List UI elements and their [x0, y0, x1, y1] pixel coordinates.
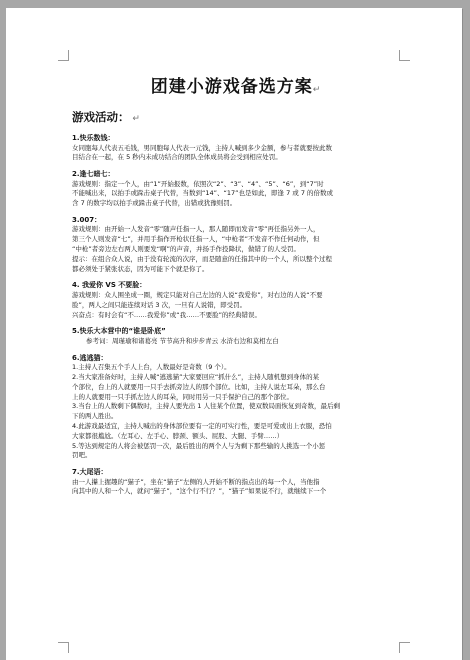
body-line: 游戏规则：众人围坐成一圈，规定只能对自己左边的人说“我爱你”，对右边的人说“不要: [72, 290, 323, 299]
body-line: 个部位，台上的人就要用一只手去抓旁边人的那个部位。比如，主持人说左耳朵，那么台: [72, 382, 326, 391]
sections-container: [72, 134, 400, 504]
body-line: 含 7 的数字均以拍手或跺击桌子代替，出错或犹豫则罚。: [72, 199, 237, 208]
body-line: 由一人攥上握趣的“猫子”，坐在“猫子”左侧的人开始不断的指点出的每一个人，当他指: [72, 477, 320, 486]
game-section: [72, 281, 400, 327]
paragraph-gap: [72, 209, 400, 216]
body-line: 不能喊出来，以拍手或跺击桌子代替，当数到“14”、“17”也是如此，即逢 7 或 7 的倍数或: [72, 189, 334, 198]
game-title: 7.大尾语：: [72, 468, 108, 477]
game-section: [72, 216, 400, 281]
body-line: “中枪”者旁边左右两人则要发“啊”的声音，并扬手作投降状，做错了的人受罚。: [72, 245, 300, 254]
game-section: [72, 170, 400, 216]
body-line: 目结合在一起，在 5 秒内未成功结合的团队全体成员将会受到相应处罚。: [72, 153, 282, 162]
document-page: [6, 8, 462, 660]
body-line: 兴奋点：有时会有“不……我爱你”或“我……不要脸”的经典错误。: [72, 310, 261, 319]
game-title: 5.快乐大本营中的“谁是卧底”: [72, 327, 166, 336]
body-line: 罚吧。: [72, 451, 92, 460]
body-line: 大家都很尴尬。（左耳心、左手心、脖颈、额头、屁股、大腿、手臂……）: [72, 431, 284, 440]
game-title: 3.007：: [72, 215, 102, 224]
game-title: 4. 我爱你 VS 不要脸：: [72, 281, 147, 290]
body-line: 下的两人胜出。: [72, 412, 118, 421]
section-heading: [72, 109, 400, 125]
document-title: [72, 72, 400, 97]
document-body[interactable]: [72, 72, 400, 504]
body-line: 第三个人则发音“七”，并用手指作开枪状任指一人，“中枪者”不发音不作任何动作，但: [72, 235, 320, 244]
body-line: 女同胞每人代表五毛钱，男同胞每人代表一元钱，主持人喊到多少金额，参与者就要按此数: [72, 143, 332, 152]
paragraph-mark-icon: ↵: [312, 85, 322, 95]
document-title-text: 团建小游戏备选方案: [150, 77, 313, 97]
body-line: 脸”，两人之间只能连续对话 3 次，一旦有人说错，即受罚。: [72, 300, 247, 309]
crop-mark-bottom-left: [58, 642, 69, 653]
body-line: 1.主持人召集五个手人上台，人数最好是奇数（9 个）。: [72, 363, 231, 372]
body-line: 4.此游戏最适宜，主持人喊出的身体部位要有一定的可实行性，要是可爱或出上衣服，恐怕: [72, 421, 332, 430]
paragraph-gap: [72, 163, 400, 170]
game-section: [72, 327, 400, 353]
body-line: 参考词：周瑾瑜和诸葛亮 节节高升和步步青云 水浒右边和莫相左白: [86, 336, 279, 345]
body-line: 提示：在组合众人说，由于没有轮流的次序，而是随意的任指其中的一个人，所以整个过程: [72, 254, 332, 263]
body-line: 都必须处于紧张状态，因为可能下个就是你了。: [72, 264, 209, 273]
paragraph-gap: [72, 461, 400, 468]
game-section: [72, 134, 400, 170]
body-line: 2.当大家准备好时，主持人喊“逃逃猫”大家要回应“抓什么”，主持人随机想到身体的某: [72, 372, 320, 381]
game-title: 1.快乐数钱：: [72, 134, 115, 142]
game-title: 6.逃逃猫：: [72, 353, 108, 362]
body-line: 游戏规则：指定一个人，由“1”开始报数，依照次“2”、“3”、“4”、“5”、“6”，到“7”时: [72, 179, 324, 188]
body-line: 游戏规则：由开始一人发音“零”随声任指一人，那人随即而发音“零”再任指另外一人，: [72, 225, 320, 234]
game-section: [72, 354, 400, 468]
crop-mark-top-left: [58, 50, 69, 61]
crop-mark-bottom-right: [399, 642, 410, 653]
body-line: 3.当台上的人数剩下偶数时，主持人要先出 1 人往某个位置，使双数局面恢复到奇数，最后剩: [72, 402, 340, 411]
paragraph-gap: [72, 347, 400, 354]
game-title: 2.逢七暗七：: [72, 170, 115, 179]
paragraph-mark-icon: ↵: [129, 114, 140, 124]
body-line: 上的人就要用一只手抓左边人的耳朵，同时用另一只手保护自己的那个部位。: [72, 392, 293, 401]
section-heading-text: 游戏活动：: [72, 110, 130, 124]
body-line: 5.等达到规定的人将会被惩罚一次，最后胜出的两个人与为剩下那些输的人挑选一个小惩: [72, 441, 326, 450]
game-section: [72, 468, 400, 504]
crop-mark-top-right: [399, 50, 410, 61]
paragraph-gap: [72, 497, 400, 504]
body-line: 向其中的人和一个人，就问“猫子”，“这个行不行？”，“猫子”如果说不行，就继续下一个: [72, 487, 327, 496]
